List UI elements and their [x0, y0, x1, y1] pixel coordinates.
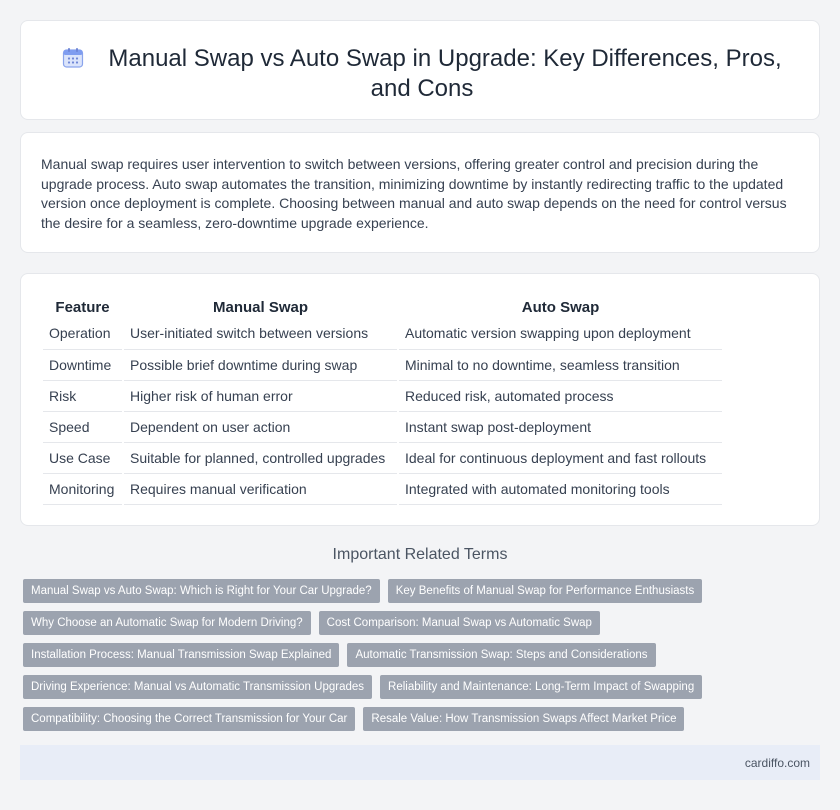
intro-text: Manual swap requires user intervention to switch between versions, offering greater control and precision during the upgrade process. Auto swap automates the transition, minimizing downtime by instantly redirecting traffic to the updated version once deployment is complete. Choosing between manual and auto swap depends on the need for control versus the desire for a seamless, zero-downtime upgrade experience.: [41, 156, 787, 231]
feature-cell: Speed: [43, 411, 123, 442]
feature-cell: Operation: [43, 318, 123, 349]
related-term-link[interactable]: Installation Process: Manual Transmission Swap Explained: [23, 643, 339, 667]
related-term-link[interactable]: Key Benefits of Manual Swap for Performance Enthusiasts: [388, 579, 703, 603]
related-terms-list: [23, 579, 783, 731]
calendar-icon: [62, 47, 84, 69]
table-row: [43, 318, 722, 349]
header-feature: Feature: [55, 299, 110, 316]
table-row: [43, 411, 722, 442]
footer: [20, 745, 820, 780]
related-term-link[interactable]: Cost Comparison: Manual Swap vs Automatic Swap: [319, 611, 600, 635]
related-term-link[interactable]: Automatic Transmission Swap: Steps and Considerations: [347, 643, 655, 667]
page-title: Manual Swap vs Auto Swap in Upgrade: Key Differences, Pros, and Cons: [108, 45, 782, 102]
related-term-link[interactable]: Driving Experience: Manual vs Automatic Transmission Upgrades: [23, 675, 372, 699]
feature-cell: Downtime: [43, 349, 123, 380]
table-row: [43, 349, 722, 380]
manual-swap-cell: Higher risk of human error: [123, 380, 398, 411]
auto-swap-cell: Instant swap post-deployment: [398, 411, 722, 442]
manual-swap-cell: User-initiated switch between versions: [123, 318, 398, 349]
auto-swap-cell: Ideal for continuous deployment and fast rollouts: [398, 442, 722, 473]
feature-cell: Risk: [43, 380, 123, 411]
auto-swap-cell: Reduced risk, automated process: [398, 380, 722, 411]
footer-brand: cardiffo.com: [744, 756, 810, 770]
manual-swap-cell: Possible brief downtime during swap: [123, 349, 398, 380]
related-term-link[interactable]: Reliability and Maintenance: Long-Term Impact of Swapping: [380, 675, 702, 699]
page-title-wrap: [45, 44, 799, 104]
header-manual-swap: Manual Swap: [123, 296, 398, 318]
auto-swap-cell: Minimal to no downtime, seamless transition: [398, 349, 722, 380]
related-term-link[interactable]: Compatibility: Choosing the Correct Transmission for Your Car: [23, 707, 355, 731]
comparison-table: [43, 296, 722, 505]
header-card: [20, 20, 820, 120]
related-term-link[interactable]: Manual Swap vs Auto Swap: Which is Right for Your Car Upgrade?: [23, 579, 380, 603]
feature-cell: Monitoring: [43, 473, 123, 504]
auto-swap-cell: Automatic version swapping upon deployment: [398, 318, 722, 349]
header-auto-swap: Auto Swap: [398, 296, 722, 318]
feature-cell: Use Case: [43, 442, 123, 473]
comparison-card: [20, 273, 820, 526]
manual-swap-cell: Dependent on user action: [123, 411, 398, 442]
manual-swap-cell: Requires manual verification: [123, 473, 398, 504]
table-row: [43, 442, 722, 473]
related-term-link[interactable]: Why Choose an Automatic Swap for Modern Driving?: [23, 611, 311, 635]
auto-swap-cell: Integrated with automated monitoring tools: [398, 473, 722, 504]
related-term-link[interactable]: Resale Value: How Transmission Swaps Affect Market Price: [363, 707, 684, 731]
intro-card: [20, 132, 820, 253]
table-row: [43, 473, 722, 504]
table-header-row: [43, 296, 722, 318]
table-row: [43, 380, 722, 411]
related-terms-title: Important Related Terms: [332, 546, 508, 563]
manual-swap-cell: Suitable for planned, controlled upgrades: [123, 442, 398, 473]
